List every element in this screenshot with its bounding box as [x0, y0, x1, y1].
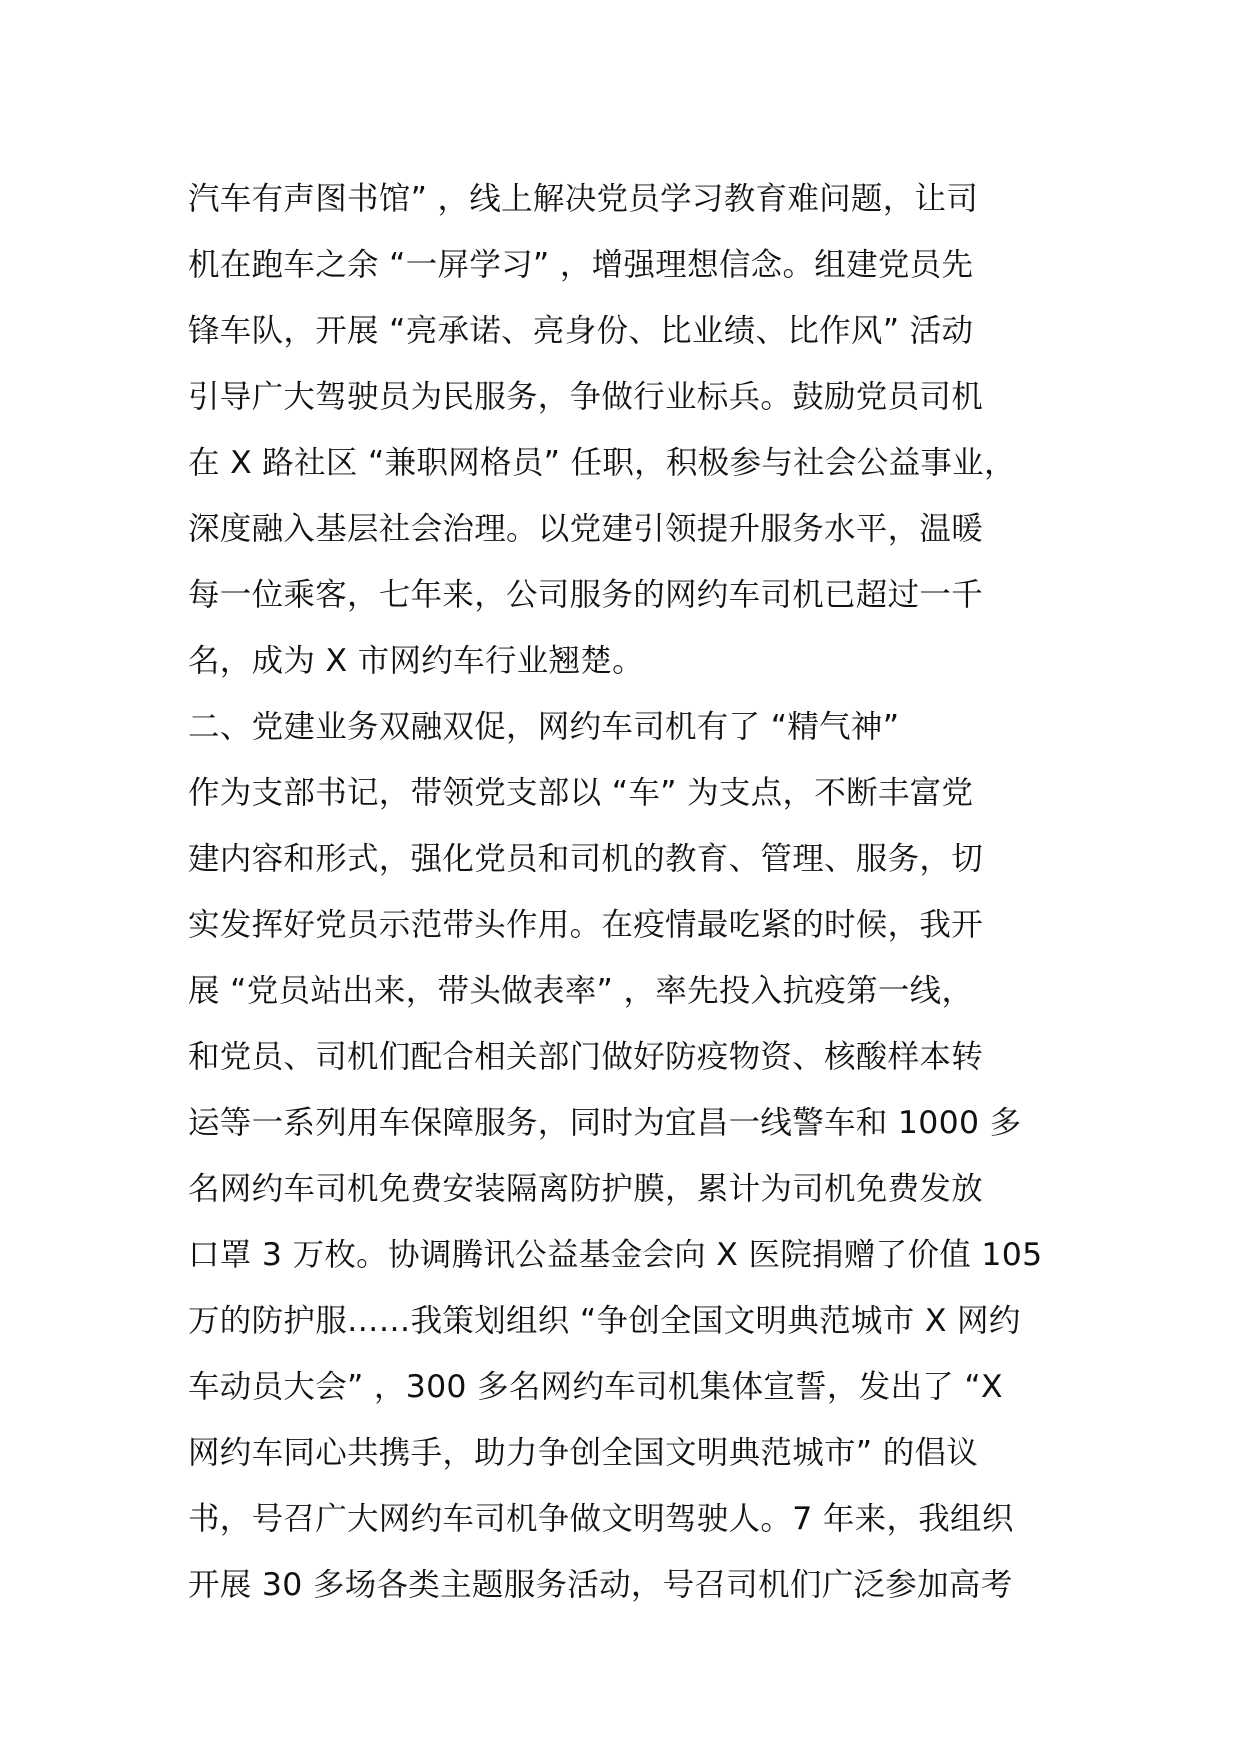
text-line: 名，成为 X 市网约车行业翘楚。: [188, 643, 644, 679]
text-line: 网约车同心共携手，助力争创全国文明典范城市” 的倡议: [188, 1435, 979, 1471]
text-line: 车动员大会” ，300 多名网约车司机集体宣誓，发出了 “X: [188, 1369, 1003, 1405]
text-line: 锋车队，开展 “亮承诺、亮身份、比业绩、比作风” 活动: [188, 313, 974, 349]
text-line: 书，号召广大网约车司机争做文明驾驶人。7 年来，我组织: [188, 1501, 1014, 1537]
text-line: 实发挥好党员示范带头作用。在疫情最吃紧的时候，我开: [188, 907, 984, 943]
text-line: 深度融入基层社会治理。以党建引领提升服务水平，温暖: [188, 511, 984, 547]
text-line: 口罩 3 万枚。协调腾讯公益基金会向 X 医院捐赠了价值 105: [188, 1237, 1043, 1273]
text-line: 作为支部书记，带领党支部以 “车” 为支点，不断丰富党: [188, 775, 974, 811]
text-line: 机在跑车之余 “一屏学习” ，增强理想信念。组建党员先: [188, 247, 974, 283]
text-line: 开展 30 多场各类主题服务活动，号召司机们广泛参加高考: [188, 1567, 1013, 1603]
text-line: 每一位乘客，七年来，公司服务的网约车司机已超过一千: [188, 577, 984, 613]
text-line: 和党员、司机们配合相关部门做好防疫物资、核酸样本转: [188, 1039, 984, 1075]
text-line: 名网约车司机免费安装隔离防护膜，累计为司机免费发放: [188, 1171, 984, 1207]
text-line: 运等一系列用车保障服务，同时为宜昌一线警车和 1000 多: [188, 1105, 1022, 1141]
text-line: 展 “党员站出来，带头做表率” ，率先投入抗疫第一线，: [188, 973, 974, 1009]
text-line: 建内容和形式，强化党员和司机的教育、管理、服务，切: [188, 841, 984, 877]
text-line: 在 X 路社区 “兼职网格员” 任职，积极参与社会公益事业，: [188, 445, 1016, 481]
text-line: 万的防护服……我策划组织 “争创全国文明典范城市 X 网约: [188, 1303, 1021, 1339]
body-text: [188, 166, 1068, 1618]
text-line: 汽车有声图书馆” ，线上解决党员学习教育难问题，让司: [188, 181, 979, 217]
text-line: 引导广大驾驶员为民服务，争做行业标兵。鼓励党员司机: [188, 379, 984, 415]
section-heading: 二、党建业务双融双促，网约车司机有了 “精气神”: [188, 709, 900, 745]
